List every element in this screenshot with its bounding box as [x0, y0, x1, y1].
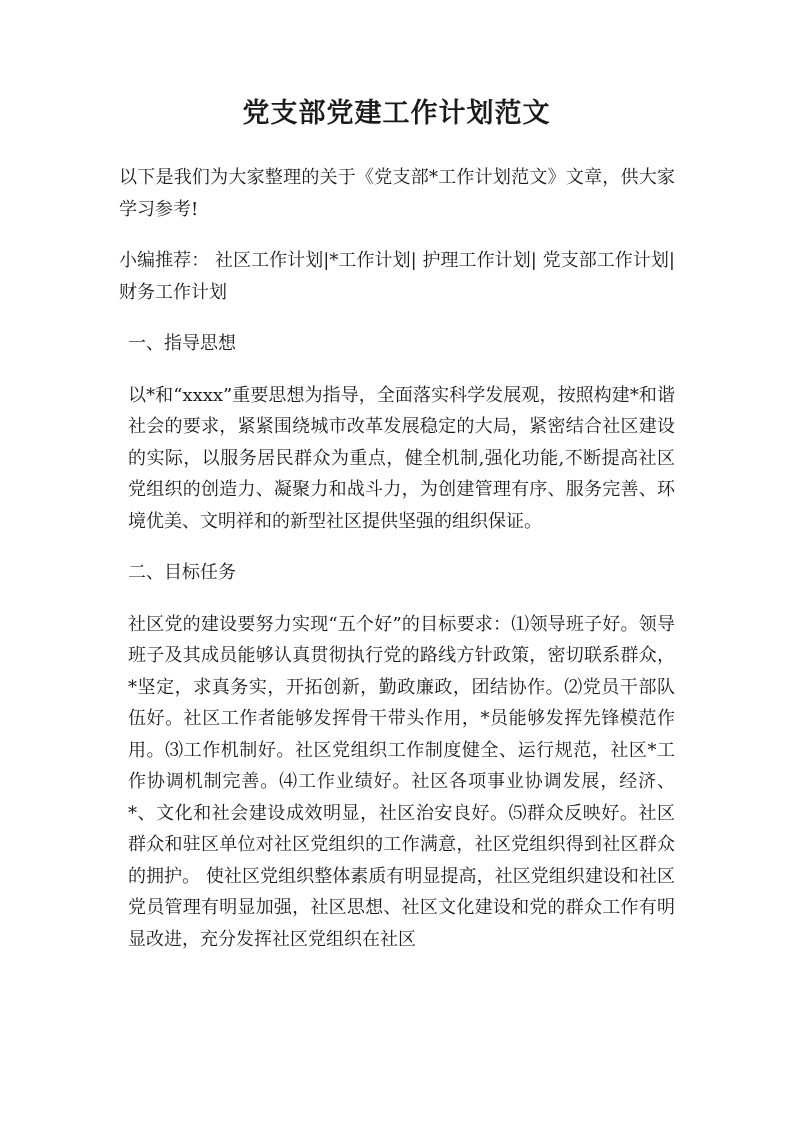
goals-tasks-paragraph: 社区党的建设要努力实现“五个好”的目标要求：⑴领导班子好。领导班子及其成员能够认真贯彻执行党的路线方针政策，密切联系群众，*坚定，求真务实，开拓创新，勤政廉政，团结协作。⑵党员干部队伍好。社区工作者能够发挥骨干带头作用，*员能够发挥先锋模范作用。⑶工作机制好。社区党组织工作制度健全、运行规范，社区*工作协调机制完善。⑷工作业绩好。社区各项事业协调发展，经济、*、文化和社会建设成效明显，社区治安良好。⑸群众反映好。社区群众和驻区单位对社区党组织的工作满意，社区党组织得到社区群众的拥护。 使社区党组织整体素质有明显提高，社区党组织建设和社区党员管理有明显加强，社区思想、社区文化建设和党的群众工作有明显改进，充分发挥社区党组织在社区 — [128, 613, 675, 950]
document-title: 党支部党建工作计划范文 — [242, 98, 551, 129]
intro-paragraph: 以下是我们为大家整理的关于《党支部*工作计划范文》文章，供大家学习参考! — [119, 167, 675, 220]
section-heading-goals-tasks: 二、目标任务 — [128, 562, 236, 583]
section-heading-guiding-ideology: 一、指导思想 — [128, 333, 236, 354]
guiding-ideology-paragraph: 以*和“xxxx”重要思想为指导，全面落实科学发展观，按照构建*和谐社会的要求，紧紧围绕城市改革发展稳定的大局，紧密结合社区建设的实际，以服务居民群众为重点，健全机制,强化功能,不断提高社区党组织的创造力、凝聚力和战斗力，为创建管理有序、服务完善、环境优美、文明祥和的新型社区提供坚强的组织保证。 — [128, 384, 675, 532]
recommendation-paragraph: 小编推荐： 社区工作计划|*工作计划| 护理工作计划| 党支部工作计划| 财务工作计划 — [119, 250, 675, 303]
document-body — [119, 162, 675, 955]
